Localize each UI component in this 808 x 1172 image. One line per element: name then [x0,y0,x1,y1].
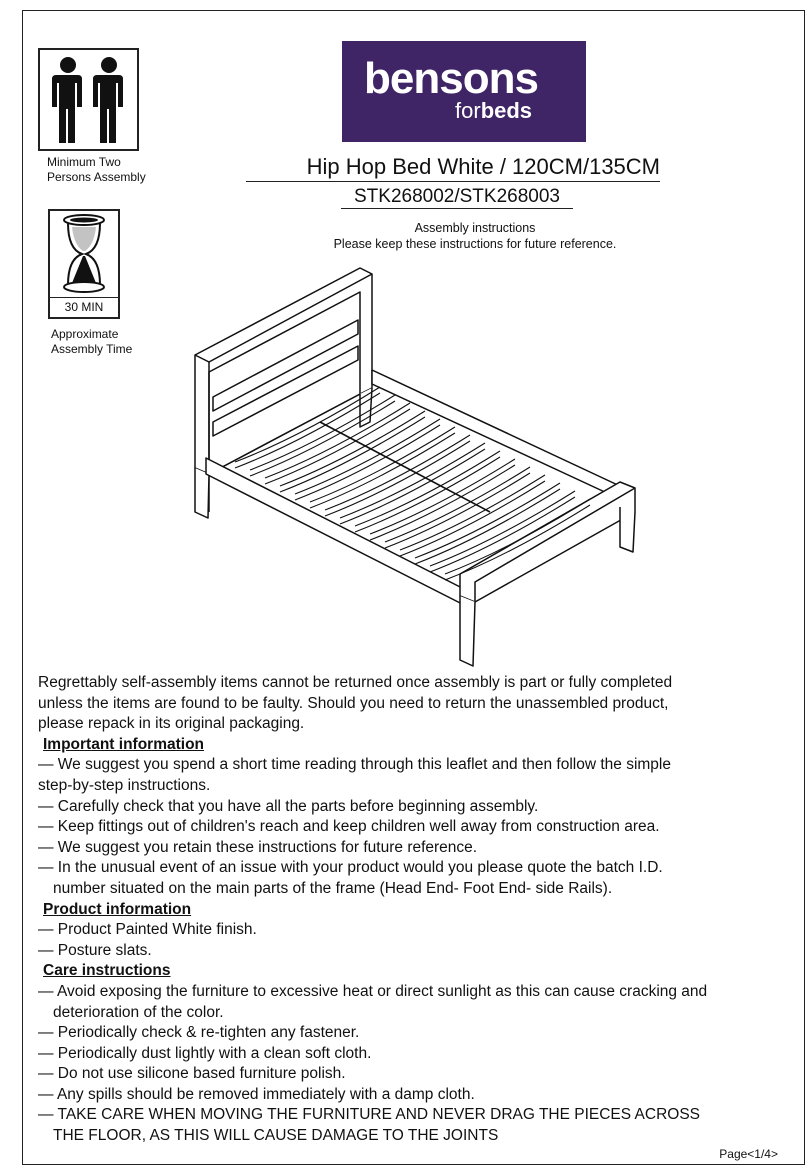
hourglass-icon [50,211,118,295]
subtitle-line2: Please keep these instructions for future reference. [333,237,617,251]
page-number: Page<1/4> [719,1147,778,1161]
important-line: step-by-step instructions. [38,776,211,794]
body-text [38,673,783,1147]
hourglass-icon-box [48,209,120,319]
important-line: number situated on the main parts of the frame (Head End- Foot End- side Rails). [53,879,613,897]
intro-line: Regrettably self-assembly items cannot be returned once assembly is part or fully completed [38,674,673,691]
care-line: — Periodically dust lightly with a clean soft cloth. [38,1044,372,1062]
two-persons-icon [40,50,137,149]
care-line: THE FLOOR, AS THIS WILL CAUSE DAMAGE TO THE JOINTS [53,1127,499,1145]
care-line: — Periodically check & re-tighten any fastener. [38,1024,360,1042]
bensons-logo [342,41,586,142]
care-line: — Avoid exposing the furniture to excessive heat or direct sunlight as this can cause cracking and [38,982,708,1000]
two-persons-icon-box [38,48,139,151]
important-line: — We suggest you retain these instructions for future reference. [38,838,478,856]
product-line: — Posture slats. [38,941,152,959]
important-heading: Important information [43,735,205,753]
logo-wordmark: bensons [364,54,538,103]
intro-line: unless the items are found to be faulty. Should you need to return the unassembled product, [38,694,669,712]
logo-beds: beds [480,98,533,123]
time-caption-line1: Approximate [51,327,119,341]
care-line: — Do not use silicone based furniture polish. [38,1065,346,1083]
time-caption-line2: Assembly Time [51,342,133,356]
subtitle-line1: Assembly instructions [414,221,536,235]
important-line: — In the unusual event of an issue with your product would you please quote the batch I.D. [38,859,663,877]
important-line: — Carefully check that you have all the parts before beginning assembly. [38,797,539,815]
intro-line: please repack in its original packaging. [38,715,305,733]
persons-caption-line2: Persons Assembly [47,170,146,184]
bed-illustration [180,262,650,672]
important-line: — Keep fittings out of children's reach and keep children well away from construction area. [38,818,660,836]
product-line: — Product Painted White finish. [38,921,257,939]
subtitle [300,220,650,252]
assembly-time-label: 30 MIN [64,300,104,314]
persons-caption-line1: Minimum Two [47,155,121,169]
time-caption [51,327,132,357]
product-title: Hip Hop Bed White / 120CM/135CM [246,154,660,182]
care-line: — TAKE CARE WHEN MOVING THE FURNITURE AND NEVER DRAG THE PIECES ACROSS [38,1106,701,1124]
product-code: STK268002/STK268003 [341,186,573,209]
care-heading: Care instructions [43,962,171,980]
logo-tagline [455,98,532,124]
care-line: — Any spills should be removed immediately with a damp cloth. [38,1085,475,1103]
care-line: deterioration of the color. [53,1003,224,1021]
logo-for: for [455,98,481,123]
product-heading: Product information [43,900,192,918]
important-line: — We suggest you spend a short time reading through this leaflet and then follow the simple [38,756,671,774]
persons-caption [47,155,146,185]
